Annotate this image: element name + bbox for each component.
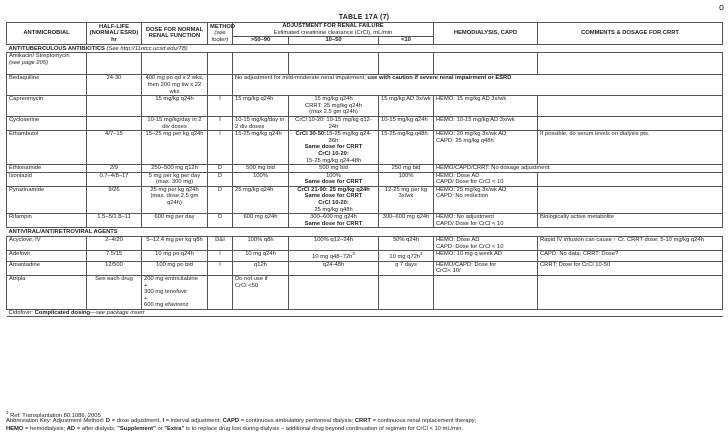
section-title-antiviral: ANTIVIRAL/ANTIRETROVIRAL AGENTS bbox=[7, 228, 723, 237]
table-row bbox=[7, 309, 723, 317]
dose-10-50: CrCl 10-20: 10-15 mg/kg q12-24h bbox=[289, 116, 379, 130]
normal-dose: 400 mg po qd x 2 wks, then 200 mg tiw x 22 wks bbox=[142, 75, 208, 96]
normal-dose: 15 mg/kg q24h bbox=[142, 96, 208, 117]
capd-dose: CAPD/ Dose for CrCl < 10 bbox=[436, 179, 504, 186]
half-life: 2/9 bbox=[87, 165, 142, 173]
comment: If possible, do serum levels on dialysis pts. bbox=[538, 131, 723, 165]
abbrev-or: or bbox=[155, 426, 165, 432]
method: D bbox=[208, 172, 233, 186]
table-row bbox=[7, 165, 723, 173]
table-row bbox=[7, 116, 723, 130]
capd-dose: CAPD: No reduction bbox=[436, 193, 489, 200]
adjust-note: No adjustment for mild-moderate renal impairment; bbox=[235, 75, 368, 82]
dose-10-20: 25 mg/kg q48h bbox=[314, 206, 353, 213]
dose-10-50: q24-48h bbox=[289, 261, 379, 275]
drug-name: Pyrazinamide bbox=[7, 186, 87, 213]
table-row bbox=[7, 237, 723, 251]
comment: Biologically active metabolite bbox=[538, 214, 723, 228]
dose-10-50: 100% bbox=[326, 172, 341, 179]
renal-dosing-table bbox=[6, 22, 723, 317]
drug-name: Cidofovir: bbox=[8, 309, 35, 316]
abbrev-capd-def: = continuous ambulatory peritoneal dialysis; bbox=[239, 418, 355, 424]
corner-mark: o bbox=[718, 2, 724, 12]
method: I bbox=[208, 131, 233, 165]
crcl-10-20: CrCl 10-20: bbox=[318, 200, 349, 207]
footnote-reference: Ref: Transplantation 80:1086, 2005 bbox=[10, 412, 101, 419]
drug-name: Isoniazid bbox=[7, 172, 87, 186]
method: I bbox=[208, 261, 233, 275]
col-header-half-life: HALF-LIFE (NORMAL/ ESRD) hr bbox=[87, 23, 142, 45]
dose-gt50: 500 mg bid bbox=[233, 165, 289, 173]
method: D bbox=[208, 214, 233, 228]
capd-dose: CAPD: 25 mg/kg q48h bbox=[436, 137, 494, 144]
method: D bbox=[208, 165, 233, 173]
dose-lt10: 10-15 mg/kg q24h bbox=[379, 116, 434, 130]
abbrev-crrt-def: = continuous renal replacement therapy; bbox=[370, 418, 477, 424]
atripla-crcl: CrCl <50 bbox=[235, 282, 259, 289]
half-life: 0.7–4/8–17 bbox=[87, 172, 142, 186]
dose-lt10: 100% bbox=[379, 172, 434, 186]
crcl-30-50: CrCl 30-50: bbox=[295, 131, 327, 138]
dose-10-50-crrt: CRRT: 25 mg/kg q24h bbox=[305, 102, 362, 109]
col-header-10-50: 10–50 bbox=[289, 37, 379, 45]
col-header-comments: COMMENTS & DOSAGE FOR CRRT bbox=[538, 23, 723, 45]
abbrev-ad-def: = after dialysis; bbox=[75, 426, 118, 432]
adjust-sub: Estimated creatinine clearance (CrCl), mL/min bbox=[273, 29, 393, 36]
dose-lt10: 300–600 mg q24h bbox=[379, 214, 434, 228]
section-row-antiviral bbox=[7, 228, 723, 237]
capd-dose: CrCl< 10/ bbox=[436, 268, 461, 275]
normal-dose: 25 mg per kg q24h (max. dose 2.5 gm q24h) bbox=[142, 186, 208, 213]
component-2: 300 mg tenofovir bbox=[144, 289, 188, 296]
table-row bbox=[7, 261, 723, 275]
crrt-note: Same dose for CRRT bbox=[304, 144, 363, 151]
abbrev-i-def: = interval adjustment; bbox=[164, 418, 223, 424]
dose-10-50: 10 mg q48–72h bbox=[312, 254, 353, 261]
abbrev-label: Abbreviation Key: Adjustment Method: bbox=[6, 418, 106, 424]
method: D&I bbox=[208, 237, 233, 251]
dose-lt10: 250 mg bid bbox=[379, 165, 434, 173]
half-life: 2–4/20 bbox=[87, 237, 142, 251]
capd-dose: CAPD/ Dose for CrCl < 10 bbox=[436, 220, 504, 227]
table-row bbox=[7, 53, 723, 75]
dose-gt50: 10-15 mg/kg/day in 2 div doses bbox=[233, 116, 289, 130]
abbrev-extra-def: is to replace drug lost during dialysis – additional drug beyond continuation of regimen for CrCl < 10 mL/min. bbox=[184, 426, 464, 432]
abbrev-supplement: "Supplement" bbox=[117, 426, 156, 432]
dose-gt50: 100% bbox=[233, 172, 289, 186]
atripla-warning: Do not use if bbox=[235, 275, 268, 282]
dose-lt10: 12-25 mg per kg 3x/wk bbox=[379, 186, 434, 213]
footnote-ref: 3 bbox=[420, 251, 423, 257]
normal-dose: 250–500 mg q12h bbox=[142, 165, 208, 173]
normal-dose: 10 mg po q24h bbox=[142, 251, 208, 262]
dose-10-50: 500 mg bid bbox=[289, 165, 379, 173]
col-header-dose: DOSE FOR NORMAL RENAL FUNCTION bbox=[142, 23, 208, 45]
abbrev-hemo-def: = hemodialysis; bbox=[23, 426, 67, 432]
dose-lt10: 10 mg q72h bbox=[389, 254, 421, 261]
method: I bbox=[208, 96, 233, 117]
drug-name: Ethionamide bbox=[7, 165, 87, 173]
comment: Rapid IV infusion can cause ↑ Cr. CRRT dose: 5-10 mg/kg q24h bbox=[538, 237, 723, 251]
half-life: See each drug bbox=[87, 275, 142, 309]
hemo-dose: HEMO/CAPD/CRRT: No dosage adjustment bbox=[434, 165, 723, 173]
dose-gt50: 10 mg q24h bbox=[233, 251, 289, 262]
col-header-antimicrobial: ANTIMICROBIAL bbox=[7, 23, 87, 45]
abbreviation-key bbox=[6, 418, 722, 425]
section-link-tb: (See http://11ntcc.ucsd.edu/TB) bbox=[106, 45, 188, 52]
dose-lt10: 15 mg/kg AD 3x/wk bbox=[379, 96, 434, 117]
half-life: 7.5/15 bbox=[87, 251, 142, 262]
capd-dose: CAPD: Dose for CrCl < 10 bbox=[436, 243, 504, 250]
table-row bbox=[7, 172, 723, 186]
drug-name: Bedaquiline bbox=[7, 75, 87, 96]
crrt-note: Same dose for CRRT bbox=[304, 220, 363, 227]
abbrev-d: D bbox=[105, 418, 111, 424]
drug-note: (see page 205) bbox=[9, 59, 48, 66]
drug-name: Atripla bbox=[7, 275, 87, 309]
hemo-dose: HEMO: 15 mg/kg AD 3x/wk bbox=[434, 96, 538, 117]
hemo-key bbox=[6, 426, 722, 433]
dose-30-50: 15-25 mg/kg q24-36h bbox=[326, 131, 372, 144]
method: I bbox=[208, 116, 233, 130]
drug-name: Amikacin/ Streptomycin bbox=[9, 53, 70, 60]
drug-name: Cycloserine bbox=[7, 116, 87, 130]
table-row bbox=[7, 96, 723, 117]
dose-gt50: 600 mg q24h bbox=[233, 214, 289, 228]
dose-10-50: 100% q12–24h bbox=[289, 237, 379, 251]
dose-gt50: 15-25 mg/kg q24h bbox=[233, 131, 289, 165]
normal-dose: 600 mg per day bbox=[142, 214, 208, 228]
crrt-note: Same dose for CRRT bbox=[304, 193, 363, 200]
footnote-number: 3 bbox=[6, 410, 9, 415]
method-sub: (see footer) bbox=[211, 30, 229, 43]
drug-name: Adefovir bbox=[7, 251, 87, 262]
dose-gt50: q12h bbox=[233, 261, 289, 275]
cidofovir-see-insert: —see package insert bbox=[90, 309, 145, 316]
abbrev-extra: "Extra" bbox=[164, 426, 185, 432]
header-row bbox=[7, 23, 723, 37]
abbrev-d-def: = dose adjustment, bbox=[110, 418, 163, 424]
comment: CRRT: Dose for CrCl 10-50 bbox=[538, 261, 723, 275]
drug-name: Ethambutol bbox=[7, 131, 87, 165]
col-header-adjustment bbox=[233, 23, 434, 37]
section-row-tb bbox=[7, 44, 723, 53]
hemo-dose: HEMO: 10 mg q week AD bbox=[434, 251, 538, 262]
table-row bbox=[7, 186, 723, 213]
crcl-21-90: CrCl 21-90: 25 mg/kg q24h bbox=[297, 186, 370, 193]
abbrev-crrt: CRRT bbox=[354, 418, 371, 424]
plus-sign: + bbox=[144, 282, 148, 289]
abbrev-hemo: HEMO bbox=[6, 426, 24, 432]
component-3: 600 mg efavirenz bbox=[144, 302, 189, 309]
normal-dose: 10-15 mg/kg/day in 2 div doses bbox=[142, 116, 208, 130]
col-header-gt50: >50–90 bbox=[233, 37, 289, 45]
dose-gt50: 15 mg/kg q24h bbox=[233, 96, 289, 117]
half-life: 1.5–5/1.8–11 bbox=[87, 214, 142, 228]
table-title: TABLE 17A (7) bbox=[338, 14, 390, 21]
abbrev-capd: CAPD bbox=[222, 418, 240, 424]
half-life: 12/500 bbox=[87, 261, 142, 275]
drug-name: Capreomycin bbox=[7, 96, 87, 117]
hemo-dose: HEMO/CAPD: Dose for bbox=[436, 261, 497, 268]
component-1: 200 mg emtricitabine bbox=[144, 275, 198, 282]
table-row bbox=[7, 75, 723, 96]
method: I bbox=[208, 251, 233, 262]
col-header-lt10: <10 bbox=[379, 37, 434, 45]
abbrev-ad: AD bbox=[66, 426, 76, 432]
hemo-dose: HEMO: 10-15 mg/kg AD 3x/wk bbox=[434, 116, 538, 130]
drug-name: Acyclovir, IV bbox=[7, 237, 87, 251]
table-row bbox=[7, 251, 723, 262]
dose-lt10: q 7 days bbox=[379, 261, 434, 275]
half-life: 4/7–15 bbox=[87, 131, 142, 165]
dose-gt50: 25 mg/kg q24h bbox=[233, 186, 289, 213]
adjust-caution: use with caution if severe renal impairment or ESRD bbox=[367, 75, 512, 82]
normal-dose: 100 mg po bid bbox=[142, 261, 208, 275]
col-header-hemo: HEMODIALYSIS, CAPD bbox=[434, 23, 538, 45]
method-label: METHOD bbox=[210, 23, 236, 30]
hemo-dose: HEMO: Dose AD bbox=[436, 172, 480, 179]
method: D bbox=[208, 186, 233, 213]
half-life: 24-30 bbox=[87, 75, 142, 96]
dose-lt10: 50% q24h bbox=[379, 237, 434, 251]
comment: CAPD: No data; CRRT: Dose? bbox=[538, 251, 723, 262]
normal-dose: 15–25 mg per kg q24h bbox=[142, 131, 208, 165]
abbrev-i: I bbox=[162, 418, 165, 424]
dose-lt10: 15-25 mg/kg q48h bbox=[379, 131, 434, 165]
table-row bbox=[7, 214, 723, 228]
col-header-method bbox=[208, 23, 236, 45]
table-row bbox=[7, 275, 723, 309]
drug-name: Rifampin bbox=[7, 214, 87, 228]
hemo-dose: HEMO: No adjustment bbox=[436, 214, 494, 221]
normal-dose: 5–12.4 mg per kg q8h bbox=[142, 237, 208, 251]
plus-sign: + bbox=[144, 295, 148, 302]
drug-name: Amantadine bbox=[7, 261, 87, 275]
table-row bbox=[7, 131, 723, 165]
cidofovir-dosing: Complicated dosing bbox=[34, 309, 91, 316]
dose-10-50: 15 mg/kg q24h bbox=[314, 96, 353, 103]
hemo-dose: HEMO: Dose AD bbox=[436, 237, 480, 244]
dose-10-50-max: (max 2.5 gm q24h) bbox=[309, 109, 358, 116]
section-title-tb: ANTITUBERCULOUS ANTIBIOTICS bbox=[8, 45, 105, 52]
hemo-dose: HEMO: 25 mg/kg 3x/wk AD bbox=[436, 186, 507, 193]
footnote-ref: 3 bbox=[352, 251, 355, 257]
crcl-10-20: CrCl 10-20: bbox=[318, 150, 349, 157]
dose-gt50: 100% q8h bbox=[233, 237, 289, 251]
dose-10-20: 15-25 mg/kg q24-48h bbox=[305, 157, 362, 164]
half-life: 9/26 bbox=[87, 186, 142, 213]
crrt-note: Same dose for CRRT bbox=[304, 179, 363, 186]
hemo-dose: HEMO: 20 mg/kg 3x/wk AD bbox=[436, 131, 507, 138]
dose-10-50: 300–600 mg q24h bbox=[310, 214, 357, 221]
normal-dose: 5 mg per kg per day (max. 300 mg) bbox=[142, 172, 208, 186]
adjust-label: ADJUSTMENT FOR RENAL FAILURE bbox=[282, 23, 384, 29]
